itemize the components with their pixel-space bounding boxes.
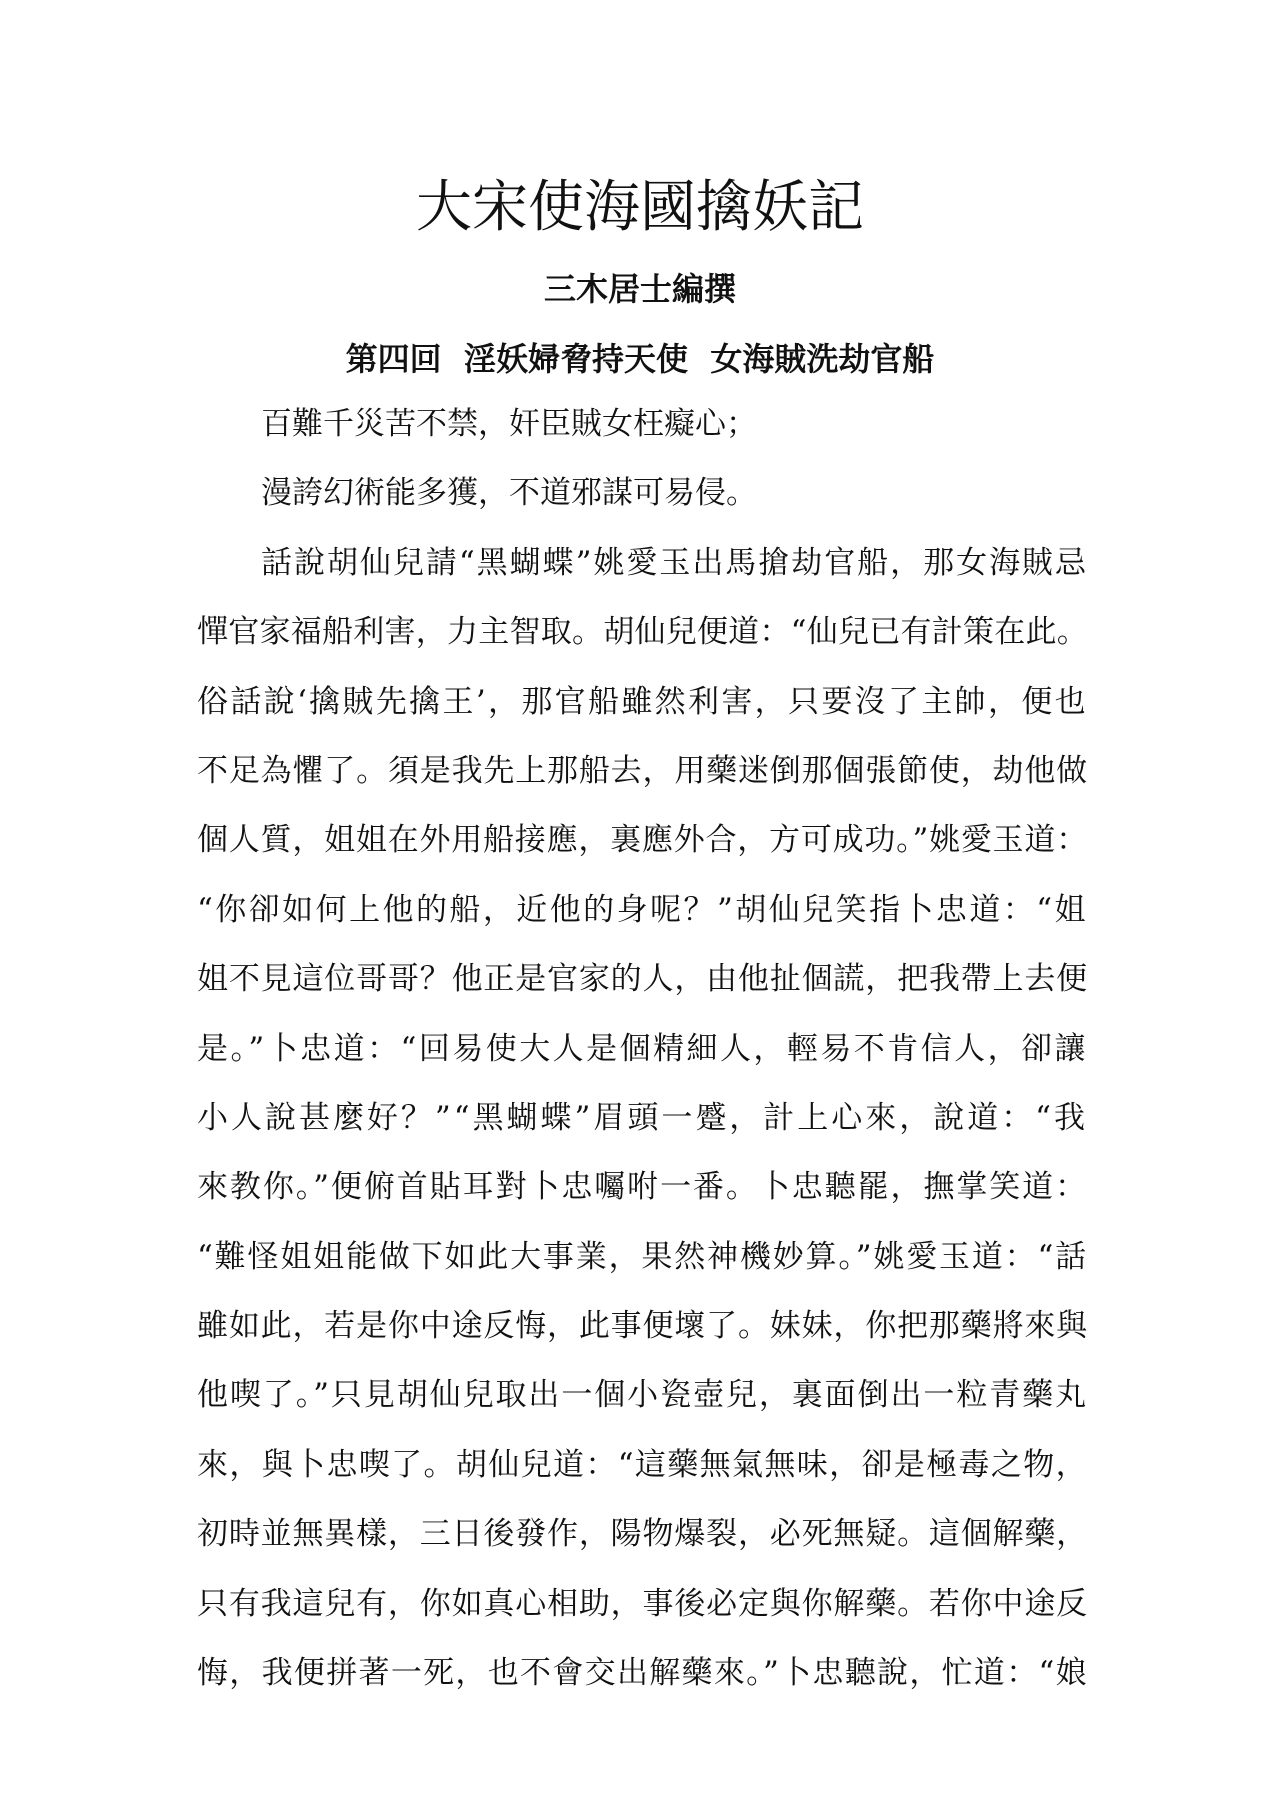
body-line-text: 只有我這兒有，你如真心相助，事後必定與你解藥。若你中途反 [197, 1585, 1088, 1622]
body-line [197, 1361, 1088, 1430]
body-line-text: 初時並無異樣，三日後發作，陽物爆裂，必死無疑。這個解藥， [197, 1516, 1088, 1553]
body-line [197, 945, 1088, 1014]
body-line-text: “難怪姐姐能做下如此大事業，果然神機妙算。”姚愛玉道：“話 [197, 1238, 1088, 1275]
body-line [197, 1153, 1088, 1222]
body-line-text: 俗話說‘擒賊先擒王’，那官船雖然利害，只要沒了主帥，便也 [197, 683, 1088, 720]
body-line-text: 是。”卜忠道：“回易使大人是個精細人，輕易不肯信人，卻讓 [197, 1030, 1088, 1067]
poem-line-text: 百難千災苦不禁，奸臣賊女枉癡心； [261, 406, 757, 442]
body-line-text: 悔，我便拼著一死，也不會交出解藥來。”卜忠聽說，忙道：“娘 [197, 1655, 1088, 1692]
poem-line [197, 390, 1088, 459]
body-line [197, 876, 1088, 945]
body-line-text: 不足為懼了。須是我先上那船去，用藥迷倒那個張節使，劫他做 [197, 752, 1088, 789]
body-line [197, 1431, 1088, 1500]
body-line [197, 668, 1088, 737]
body-line-text: 小人說甚麼好？”“黑蝴蝶”眉頭一蹙，計上心來，說道：“我 [197, 1099, 1088, 1136]
opening-poem [197, 390, 1088, 529]
body-line [197, 1500, 1088, 1569]
poem-line-text: 漫誇幻術能多獲，不道邪謀可易侵。 [261, 475, 757, 512]
body-line-text: 姐不見這位哥哥？他正是官家的人，由他扯個謊，把我帶上去便 [197, 961, 1088, 998]
body-line-text: 憚官家福船利害，力主智取。胡仙兒便道：“仙兒已有計策在此。 [197, 614, 1088, 651]
poem-line [197, 459, 1088, 528]
body-line-text: 話說胡仙兒請“黑蝴蝶”姚愛玉出馬搶劫官船，那女海賊忌 [261, 544, 1088, 581]
body-line [197, 1292, 1088, 1361]
body-line-text: 他喫了。”只見胡仙兒取出一個小瓷壺兒，裏面倒出一粒青藥丸 [197, 1377, 1088, 1414]
document-title: 大宋使海國擒妖記 [416, 175, 864, 240]
body-line [197, 1570, 1088, 1639]
text-block [197, 390, 1088, 1708]
chapter-heading: 第四回 淫妖婦脅持天使 女海賊洗劫官船 [345, 340, 935, 378]
body-line-text: 來，與卜忠喫了。胡仙兒道：“這藥無氣無味，卻是極毒之物， [197, 1446, 1088, 1483]
body-line-text: 個人質，姐姐在外用船接應，裏應外合，方可成功。”姚愛玉道： [197, 822, 1088, 859]
body-line [197, 598, 1088, 667]
body-line [197, 1084, 1088, 1153]
body-line-text: “你卻如何上他的船，近他的身呢？”胡仙兒笑指卜忠道：“姐 [197, 891, 1088, 928]
body-line-text: 雖如此，若是你中途反悔，此事便壞了。妹妹，你把那藥將來與 [197, 1308, 1088, 1345]
body-line [197, 1639, 1088, 1708]
body-line [197, 529, 1088, 598]
body-line [197, 1015, 1088, 1084]
body-line [197, 737, 1088, 806]
body-line-text: 來教你。”便俯首貼耳對卜忠囑咐一番。卜忠聽罷，撫掌笑道： [197, 1169, 1088, 1206]
body-line [197, 1223, 1088, 1292]
body-paragraph [197, 529, 1088, 1709]
body-line [197, 806, 1088, 875]
author-byline: 三木居士編撰 [543, 270, 736, 308]
